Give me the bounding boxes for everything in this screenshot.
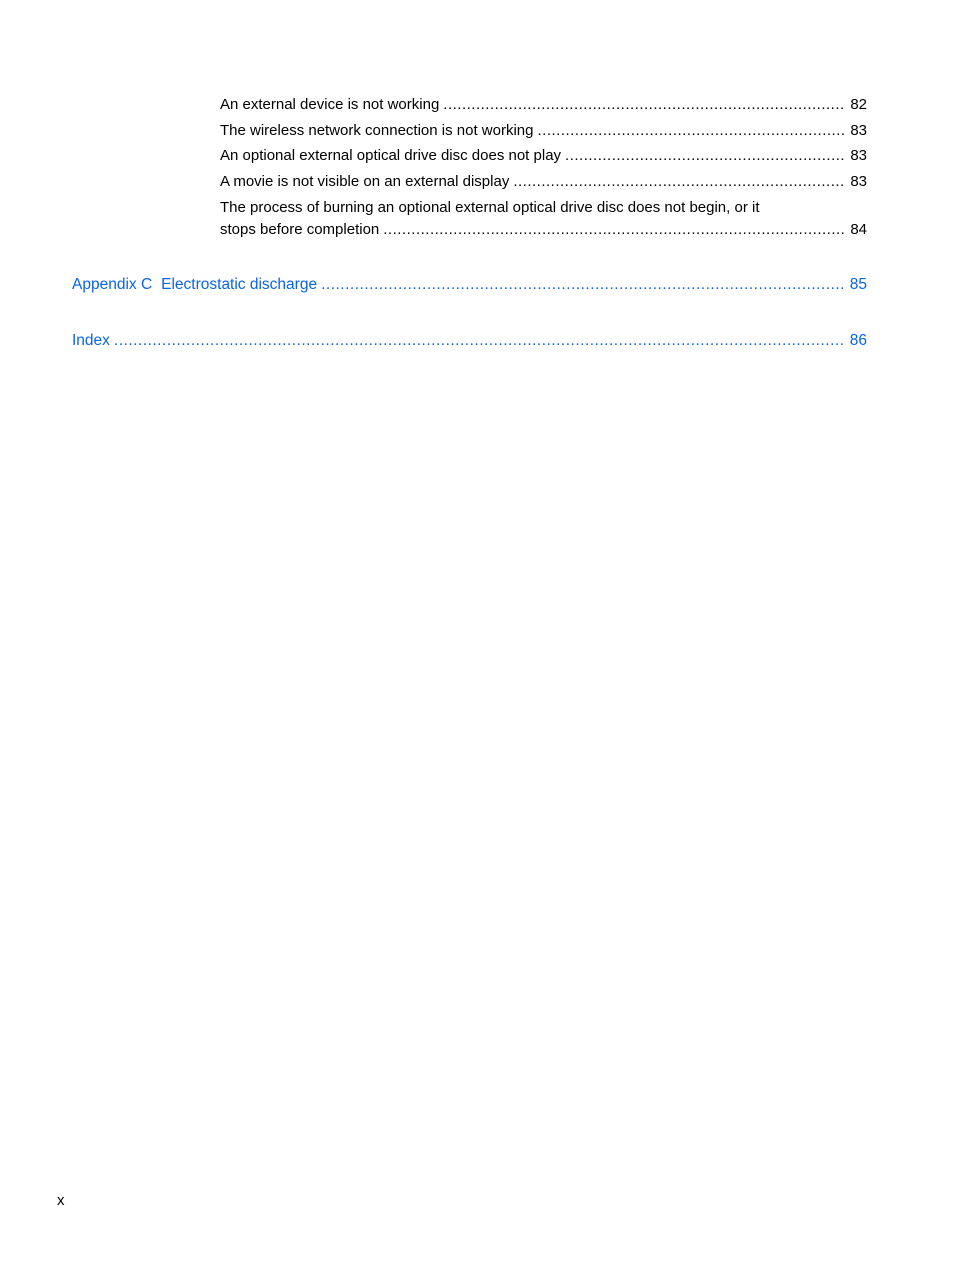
- toc-entry-optical-disc-play[interactable]: [220, 145, 867, 167]
- toc-entry-burning-disc[interactable]: [220, 197, 867, 241]
- toc-index-title: Index: [72, 332, 110, 349]
- toc-entry-external-device[interactable]: [220, 94, 867, 116]
- toc-index-link[interactable]: [72, 330, 867, 352]
- toc-index-page: 86: [849, 332, 867, 349]
- toc-entry-page: 83: [850, 122, 867, 139]
- dot-leader: [565, 145, 846, 167]
- appendix-label: Appendix C: [72, 276, 153, 293]
- page-number: x: [57, 1192, 65, 1209]
- toc-entry-title: The wireless network connection is not working: [220, 122, 534, 139]
- dot-leader: [443, 94, 846, 116]
- toc-appendix-title: [72, 274, 321, 296]
- toc-entry-page: 84: [850, 221, 867, 238]
- toc-entry-title-line2: stops before completion: [220, 221, 380, 238]
- dot-leader: [114, 330, 846, 352]
- dot-leader: [537, 120, 846, 142]
- toc-entry-title-line1: The process of burning an optional external optical drive disc does not begin, or it: [220, 199, 760, 216]
- appendix-title: Electrostatic discharge: [161, 276, 318, 293]
- toc-entry-title: An external device is not working: [220, 96, 440, 113]
- toc-entry-page: 83: [850, 173, 867, 190]
- toc-entry-movie-not-visible[interactable]: [220, 171, 867, 193]
- toc-appendix-c-link[interactable]: [72, 274, 867, 296]
- toc-entry-title: A movie is not visible on an external display: [220, 173, 510, 190]
- toc-entry-page: 82: [850, 96, 867, 113]
- dot-leader: [383, 219, 846, 241]
- toc-entry-page: 83: [850, 147, 867, 164]
- dot-leader: [513, 171, 846, 193]
- toc-appendix-page: 85: [849, 276, 867, 293]
- dot-leader: [321, 274, 846, 296]
- toc-entry-title: An optional external optical drive disc does not play: [220, 147, 562, 164]
- toc-entry-wireless-network[interactable]: [220, 120, 867, 142]
